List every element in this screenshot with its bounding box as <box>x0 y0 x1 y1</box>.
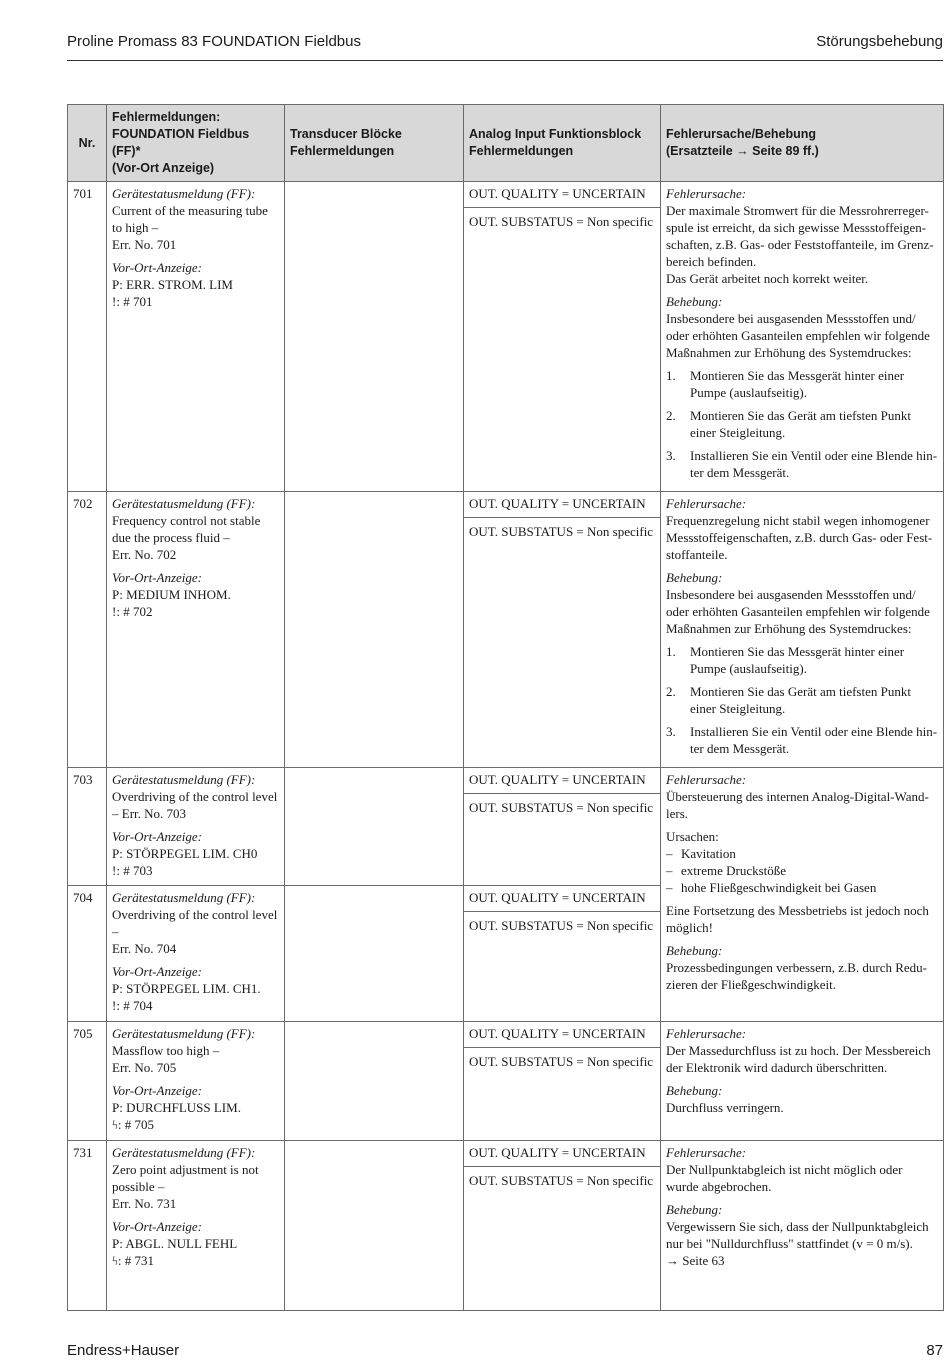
table-row <box>68 768 944 886</box>
cause-remedy-cell: Fehlerursache: Übersteuerung des internen Analog-Digital-Wand- lers. Ursachen: – Kavitation – extreme Druckstöße – hohe Fließgeschwindigkeit bei Gasen Eine Fortsetzung des Messbetriebs ist jedoch noch möglich! Behebung: Prozessbedingungen verbessern, z.B. durch Redu- zieren der Fließgeschwindigkeit. <box>661 768 944 1022</box>
ff-message-cell: Gerätestatusmeldung (FF): Overdriving of the control level – Err. No. 704 Vor-Ort-Anzeige: P: STÖRPEGEL LIM. CH1. !: # 704 <box>107 886 285 1022</box>
reasons-list <box>666 845 938 896</box>
ai-substatus: OUT. SUBSTATUS = Non specific <box>469 1054 654 1069</box>
ai-substatus: OUT. SUBSTATUS = Non specific <box>469 214 654 229</box>
ai-quality: OUT. QUALITY = UNCERTAIN <box>464 1141 660 1167</box>
cause-remedy-cell: Fehlerursache: Der Massedurchfluss ist zu hoch. Der Messbereich der Elektronik wird dadurch überschritten. Behebung: Durchfluss verringern. <box>661 1022 944 1141</box>
list-item: 1. Montieren Sie das Messgerät hinter einer Pumpe (auslaufseitig). <box>666 644 905 676</box>
analog-input-cell <box>464 1141 661 1311</box>
table-row <box>68 1141 944 1311</box>
error-number: 702 <box>68 492 107 768</box>
page-reference-link[interactable]: → Seite 63 <box>666 1253 725 1268</box>
transducer-cell <box>285 1022 464 1141</box>
ff-message-cell: Gerätestatusmeldung (FF): Overdriving of the control level – Err. No. 703 Vor-Ort-Anzeige: P: STÖRPEGEL LIM. CH0 !: # 703 <box>107 768 285 886</box>
cause-remedy-cell: Fehlerursache: Der Nullpunktabgleich ist nicht möglich oder wurde abgebrochen. Behebung: Vergewissern Sie sich, dass der Nullpunktabgleich nur bei "Nulldurchfluss" stattfindet (v = 0 m/s). → Seite 63 <box>661 1141 944 1311</box>
cause-remedy-cell: Fehlerursache: Der maximale Stromwert für die Messrohrerreger- spule ist erreicht, da sich gewisse Messstoffeigen- schaften, z.B. Gas- oder Feststoffanteile, im Grenz- bereich befinden. Das Gerät arbeitet noch korrekt weiter. Behebung: Insbesondere bei ausgasenden Messstoffen und/ oder erhöhten Gasanteilen empfehlen wir folgende Maßnahmen zur Erhöhung des Systemdruckes: 1. Montieren Sie das Messgerät hinter einer Pumpe (auslaufseitig). 2. Montieren Sie das Gerät am tiefsten Punkt einer Steigleitung. 3. Installieren Sie ein Ventil oder eine Blende hin- ter dem Messgerät. <box>661 182 944 492</box>
list-item: – Kavitation <box>666 845 938 862</box>
ai-quality: OUT. QUALITY = UNCERTAIN <box>464 1022 660 1048</box>
table-row <box>68 182 944 492</box>
footer-page-number: 87 <box>926 1342 943 1359</box>
column-header-cause-remedy: Fehlerursache/Behebung (Ersatzteile → Seite 89 ff.) <box>661 105 944 182</box>
ai-substatus: OUT. SUBSTATUS = Non specific <box>469 918 654 933</box>
column-header-analog-input: Analog Input Funktionsblock Fehlermeldungen <box>464 105 661 182</box>
column-header-ff-messages: Fehlermeldungen: FOUNDATION Fieldbus (FF)* (Vor-Ort Anzeige) <box>107 105 285 182</box>
list-item: 2. Montieren Sie das Gerät am tiefsten Punkt einer Steigleitung. <box>666 408 911 440</box>
transducer-cell <box>285 768 464 886</box>
transducer-cell <box>285 1141 464 1311</box>
list-item: – hohe Fließgeschwindigkeit bei Gasen <box>666 879 938 896</box>
transducer-cell <box>285 886 464 1022</box>
ai-quality: OUT. QUALITY = UNCERTAIN <box>464 886 660 912</box>
footer-company: Endress+Hauser <box>67 1342 180 1359</box>
list-item: – extreme Druckstöße <box>666 862 938 879</box>
header-section-title: Störungsbehebung <box>816 33 943 50</box>
ff-message-cell: Gerätestatusmeldung (FF): Massflow too high – Err. No. 705 Vor-Ort-Anzeige: P: DURCHFLUSS LIM. ϟ: # 705 <box>107 1022 285 1141</box>
ai-quality: OUT. QUALITY = UNCERTAIN <box>464 182 660 208</box>
error-number: 703 <box>68 768 107 886</box>
analog-input-cell <box>464 492 661 768</box>
remedy-steps <box>666 367 938 481</box>
table-row <box>68 1022 944 1141</box>
ff-message-cell: Gerätestatusmeldung (FF): Frequency control not stable due the process fluid – Err. No. 702 Vor-Ort-Anzeige: P: MEDIUM INHOM. !: # 702 <box>107 492 285 768</box>
transducer-cell <box>285 492 464 768</box>
table-row <box>68 492 944 768</box>
ai-substatus: OUT. SUBSTATUS = Non specific <box>469 524 654 539</box>
analog-input-cell <box>464 1022 661 1141</box>
list-item: 3. Installieren Sie ein Ventil oder eine Blende hin- ter dem Messgerät. <box>666 448 938 480</box>
analog-input-cell <box>464 182 661 492</box>
table-header-row <box>68 105 944 182</box>
remedy-steps <box>666 643 938 757</box>
header-rule <box>67 60 943 61</box>
analog-input-cell <box>464 768 661 886</box>
ai-quality: OUT. QUALITY = UNCERTAIN <box>464 492 660 518</box>
cause-remedy-cell: Fehlerursache: Frequenzregelung nicht stabil wegen inhomogener Messstoffeigenschaften, z.B. durch Gas- oder Fest- stoffanteile. Behebung: Insbesondere bei ausgasenden Messstoffen und/ oder erhöhten Gasanteilen empfehlen wir folgende Maßnahmen zur Erhöhung des Systemdruckes: 1. Montieren Sie das Messgerät hinter einer Pumpe (auslaufseitig). 2. Montieren Sie das Gerät am tiefsten Punkt einer Steigleitung. 3. Installieren Sie ein Ventil oder eine Blende hin- ter dem Messgerät. <box>661 492 944 768</box>
list-item: 3. Installieren Sie ein Ventil oder eine Blende hin- ter dem Messgerät. <box>666 724 938 756</box>
error-number: 731 <box>68 1141 107 1311</box>
header-document-title: Proline Promass 83 FOUNDATION Fieldbus <box>67 33 361 50</box>
list-item: 1. Montieren Sie das Messgerät hinter einer Pumpe (auslaufseitig). <box>666 368 905 400</box>
ai-substatus: OUT. SUBSTATUS = Non specific <box>469 800 654 815</box>
error-number: 701 <box>68 182 107 492</box>
ff-message-cell: Gerätestatusmeldung (FF): Current of the measuring tube to high – Err. No. 701 Vor-Ort-Anzeige: P: ERR. STROM. LIM !: # 701 <box>107 182 285 492</box>
ai-quality: OUT. QUALITY = UNCERTAIN <box>464 768 660 794</box>
ai-substatus: OUT. SUBSTATUS = Non specific <box>469 1173 654 1188</box>
error-number: 704 <box>68 886 107 1022</box>
column-header-transducer-blocks: Transducer Blöcke Fehlermeldungen <box>285 105 464 182</box>
ff-message-cell: Gerätestatusmeldung (FF): Zero point adjustment is not possible – Err. No. 731 Vor-Ort-Anzeige: P: ABGL. NULL FEHL ϟ: # 731 <box>107 1141 285 1311</box>
transducer-cell <box>285 182 464 492</box>
column-header-nr: Nr. <box>68 105 107 182</box>
error-message-table <box>67 104 944 1311</box>
analog-input-cell <box>464 886 661 1022</box>
error-number: 705 <box>68 1022 107 1141</box>
list-item: 2. Montieren Sie das Gerät am tiefsten Punkt einer Steigleitung. <box>666 684 911 716</box>
